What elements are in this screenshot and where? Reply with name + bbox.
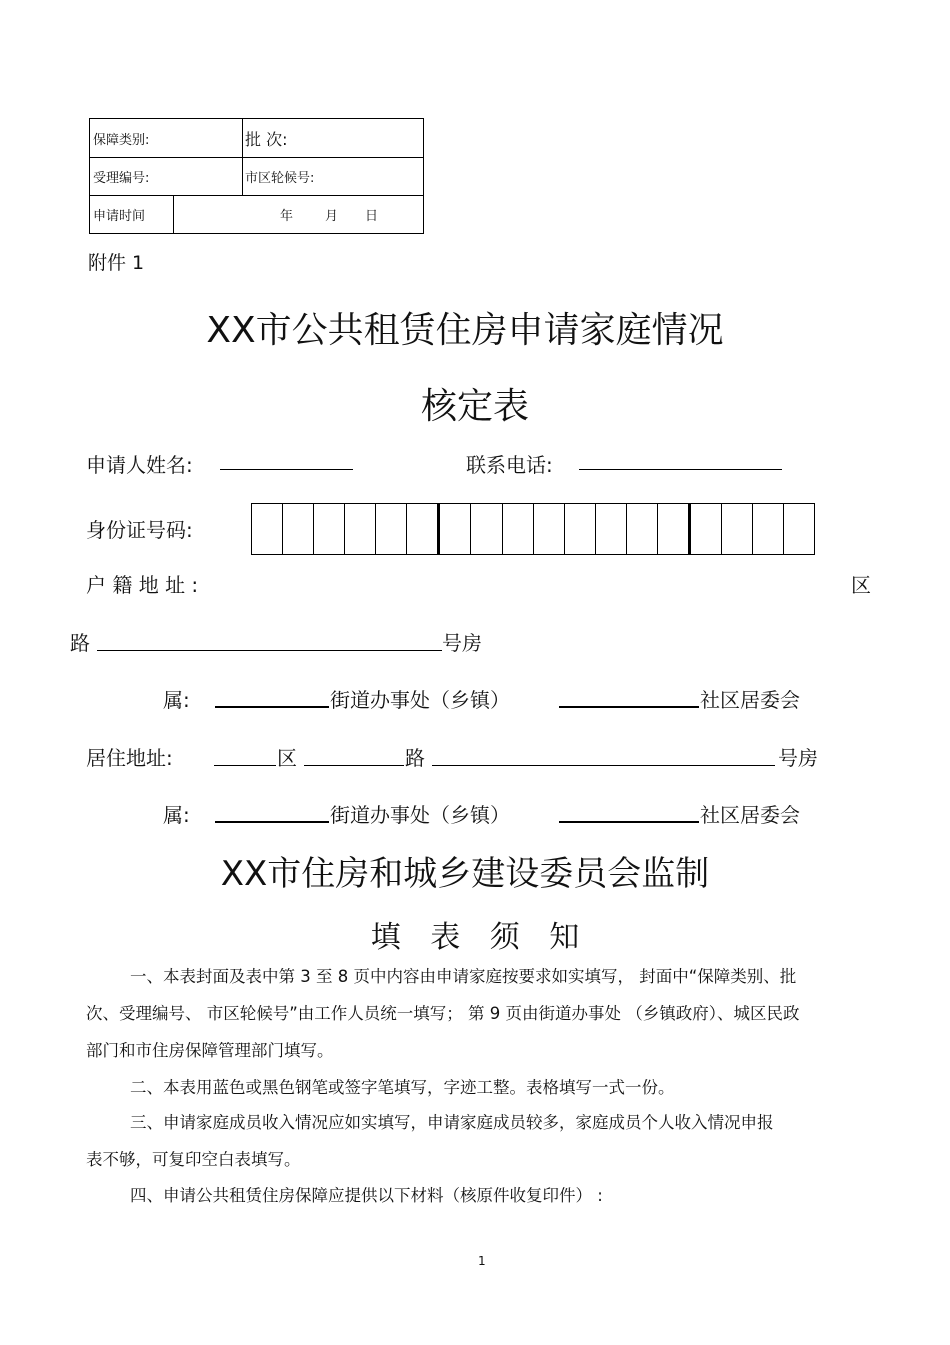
phone-field[interactable] bbox=[579, 469, 782, 470]
city-queue-label: 市区轮候号: bbox=[245, 170, 315, 186]
notice-p2: 二、本表用蓝色或黑色钢笔或签字笔填写，字迹工整。表格填写一式一份。 bbox=[130, 1078, 675, 1097]
hukou-community-field[interactable] bbox=[559, 706, 699, 708]
id-digit-box[interactable] bbox=[376, 504, 407, 554]
hukou-district-suffix: 区 bbox=[851, 573, 871, 597]
id-digit-box[interactable] bbox=[534, 504, 565, 554]
residence-road-field[interactable] bbox=[304, 765, 404, 766]
residence-district-suffix: 区 bbox=[277, 746, 297, 770]
id-digit-box[interactable] bbox=[565, 504, 596, 554]
page-number: 1 bbox=[478, 1254, 486, 1268]
admin-row-category bbox=[90, 119, 423, 158]
supervisor-line: XX市住房和城乡建设委员会监制 bbox=[220, 854, 710, 894]
admin-row-time bbox=[90, 195, 423, 233]
notice-p3-line2: 表不够，可复印空白表填写。 bbox=[86, 1150, 301, 1169]
residence-room-field[interactable] bbox=[432, 765, 775, 766]
phone-label: 联系电话: bbox=[466, 453, 553, 477]
attachment-label: 附件 1 bbox=[88, 252, 145, 274]
id-digit-box[interactable] bbox=[314, 504, 345, 554]
notice-p1-line1: 一、本表封面及表中第 3 至 8 页中内容由申请家庭按要求如实填写， 封面中“保障类别、批 bbox=[130, 967, 797, 986]
notice-p4: 四、申请公共租赁住房保障应提供以下材料（核原件收复印件） : bbox=[130, 1186, 603, 1205]
id-digit-box[interactable] bbox=[252, 504, 283, 554]
id-digit-box[interactable] bbox=[407, 504, 440, 554]
id-digit-box[interactable] bbox=[440, 504, 471, 554]
admin-info-box bbox=[89, 118, 424, 234]
hukou-address-label: 户 籍 地 址 : bbox=[86, 573, 199, 597]
hukou-road-field[interactable] bbox=[97, 650, 442, 651]
id-number-boxes[interactable] bbox=[251, 503, 815, 555]
id-digit-box[interactable] bbox=[471, 504, 502, 554]
notice-p1-line2: 次、受理编号、 市区轮候号”由工作人员统一填写； 第 9 页由街道办事处 （乡镇政府）、城区民政 bbox=[86, 1004, 800, 1023]
id-digit-box[interactable] bbox=[283, 504, 314, 554]
hukou-subdistrict-label: 街道办事处（乡镇） bbox=[330, 688, 510, 712]
residence-room-suffix: 号房 bbox=[778, 746, 818, 770]
residence-subdistrict-field[interactable] bbox=[215, 821, 329, 823]
id-digit-box[interactable] bbox=[596, 504, 627, 554]
hukou-subdistrict-field[interactable] bbox=[215, 706, 329, 708]
id-digit-box[interactable] bbox=[345, 504, 376, 554]
id-number-label: 身份证号码: bbox=[86, 518, 193, 542]
accept-no-label: 受理编号: bbox=[93, 170, 150, 186]
id-digit-box[interactable] bbox=[503, 504, 534, 554]
residence-road-suffix: 路 bbox=[405, 746, 425, 770]
date-month: 月 bbox=[325, 208, 339, 224]
residence-belongs-label: 属: bbox=[163, 803, 190, 827]
residence-subdistrict-label: 街道办事处（乡镇） bbox=[330, 803, 510, 827]
applicant-name-field[interactable] bbox=[220, 469, 353, 470]
admin-row-accept bbox=[90, 157, 423, 196]
page-title: XX市公共租赁住房申请家庭情况 bbox=[206, 310, 724, 351]
notice-p1-line3: 部门和市住房保障管理部门填写。 bbox=[86, 1041, 334, 1060]
applicant-name-label: 申请人姓名: bbox=[86, 453, 193, 477]
category-label: 保障类别: bbox=[93, 132, 150, 148]
id-digit-box[interactable] bbox=[722, 504, 753, 554]
apply-time-label: 申请时间 bbox=[93, 208, 146, 224]
hukou-community-label: 社区居委会 bbox=[700, 688, 800, 712]
id-digit-box[interactable] bbox=[658, 504, 691, 554]
page-subtitle: 核定表 bbox=[420, 386, 529, 427]
id-digit-box[interactable] bbox=[784, 504, 814, 554]
date-day: 日 bbox=[365, 208, 379, 224]
residence-community-label: 社区居委会 bbox=[700, 803, 800, 827]
id-digit-box[interactable] bbox=[627, 504, 658, 554]
hukou-belongs-label: 属: bbox=[163, 688, 190, 712]
hukou-road-suffix: 路 bbox=[70, 631, 90, 655]
id-digit-box[interactable] bbox=[691, 504, 722, 554]
residence-community-field[interactable] bbox=[559, 821, 699, 823]
date-year: 年 bbox=[280, 208, 294, 224]
notice-title: 填 表 须 知 bbox=[370, 920, 590, 955]
id-digit-box[interactable] bbox=[753, 504, 784, 554]
batch-label: 批 次: bbox=[245, 129, 288, 149]
residence-address-label: 居住地址: bbox=[86, 746, 173, 770]
notice-p3-line1: 三、申请家庭成员收入情况应如实填写，申请家庭成员较多，家庭成员个人收入情况申报 bbox=[130, 1113, 774, 1132]
residence-district-field[interactable] bbox=[214, 765, 276, 766]
hukou-room-suffix: 号房 bbox=[442, 631, 482, 655]
